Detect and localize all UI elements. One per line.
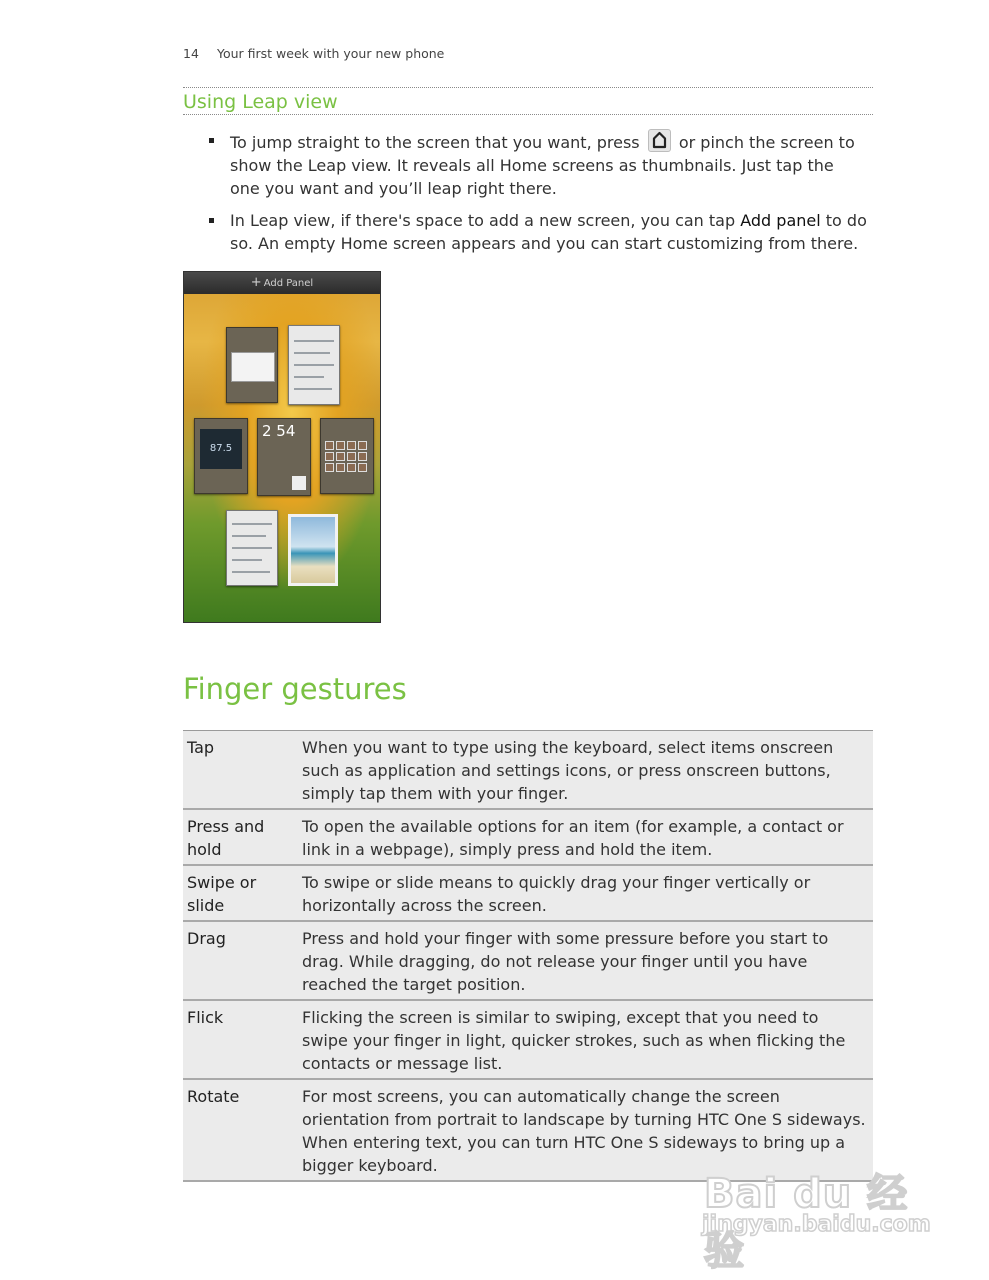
- gesture-term: Swipe or slide: [183, 865, 294, 921]
- table-row: [183, 1000, 873, 1079]
- people-widget: [325, 441, 367, 472]
- leap-bullets: [207, 129, 867, 264]
- add-panel-label: Add Panel: [263, 278, 314, 289]
- bullet-text-end: or pinch the screen to show the Leap view. It reveals all Home screens as thumbnails. Just tap the one you want and you’ll leap right there.: [230, 133, 855, 198]
- home-thumbnail: [194, 418, 248, 494]
- running-title: Your first week with your new phone: [217, 46, 445, 61]
- page-header: [183, 46, 444, 61]
- add-panel-bar: [184, 272, 380, 294]
- bullet-text-start: In Leap view, if there's space to add a new screen, you can tap: [230, 211, 736, 230]
- gesture-term: Press and hold: [183, 809, 294, 865]
- gesture-description: To swipe or slide means to quickly drag your finger vertically or horizontally across the screen.: [294, 865, 873, 921]
- clock-widget: 2 54: [262, 422, 296, 440]
- bullet-item: [207, 209, 867, 255]
- add-panel-term: Add panel: [740, 211, 821, 230]
- section-title-bar: [183, 87, 873, 115]
- gesture-description: When you want to type using the keyboard, select items onscreen such as application and settings icons, or press onscreen buttons, simply tap them with your finger.: [294, 731, 873, 810]
- table-row: [183, 865, 873, 921]
- table-row: [183, 809, 873, 865]
- gesture-description: To open the available options for an item (for example, a contact or link in a webpage), simply press and hold the item.: [294, 809, 873, 865]
- gesture-term: Rotate: [183, 1079, 294, 1181]
- leap-view-screenshot: [183, 271, 381, 623]
- table-row: [183, 731, 873, 810]
- bullet-square-icon: [209, 138, 214, 143]
- home-thumbnail: [226, 327, 278, 403]
- baidu-watermark: [700, 1158, 932, 1274]
- radio-widget: 87.5: [200, 429, 242, 469]
- page-number: 14: [183, 46, 199, 61]
- gesture-description: Press and hold your finger with some pressure before you start to drag. While dragging, do not release your finger until you have reached the target position.: [294, 921, 873, 1000]
- photo-thumbnail: [288, 514, 338, 586]
- home-icon: [292, 476, 306, 490]
- home-thumbnail: [257, 418, 311, 496]
- section-title: Using Leap view: [183, 91, 338, 113]
- watermark-brand: Bai du 经验: [704, 1171, 909, 1274]
- home-thumbnail: [226, 510, 278, 586]
- table-row: [183, 921, 873, 1000]
- gesture-description: Flicking the screen is similar to swiping, except that you need to swipe your finger in light, quicker strokes, such as when flicking the contacts or message list.: [294, 1000, 873, 1079]
- gesture-term: Flick: [183, 1000, 294, 1079]
- gesture-term: Tap: [183, 731, 294, 810]
- home-icon: [648, 129, 671, 152]
- watermark-url: jingyan.baidu.com: [702, 1212, 931, 1237]
- bullet-item: [207, 129, 867, 200]
- bullet-text-start: To jump straight to the screen that you want, press: [230, 133, 640, 152]
- dialog-widget: [231, 352, 275, 382]
- home-thumbnail: [320, 418, 374, 494]
- gesture-description: For most screens, you can automatically change the screen orientation from portrait to landscape by turning HTC One S sideways. When entering text, you can turn HTC One S sideways to bring up a bigger keyboard.: [294, 1079, 873, 1181]
- plus-icon: +: [250, 275, 262, 290]
- bullet-square-icon: [209, 218, 214, 223]
- home-thumbnail: [288, 325, 340, 405]
- gesture-term: Drag: [183, 921, 294, 1000]
- gestures-table: [183, 730, 873, 1182]
- bullet-text-end: to do so. An empty Home screen appears and you can start customizing from there.: [230, 211, 867, 253]
- finger-gestures-heading: Finger gestures: [183, 672, 407, 706]
